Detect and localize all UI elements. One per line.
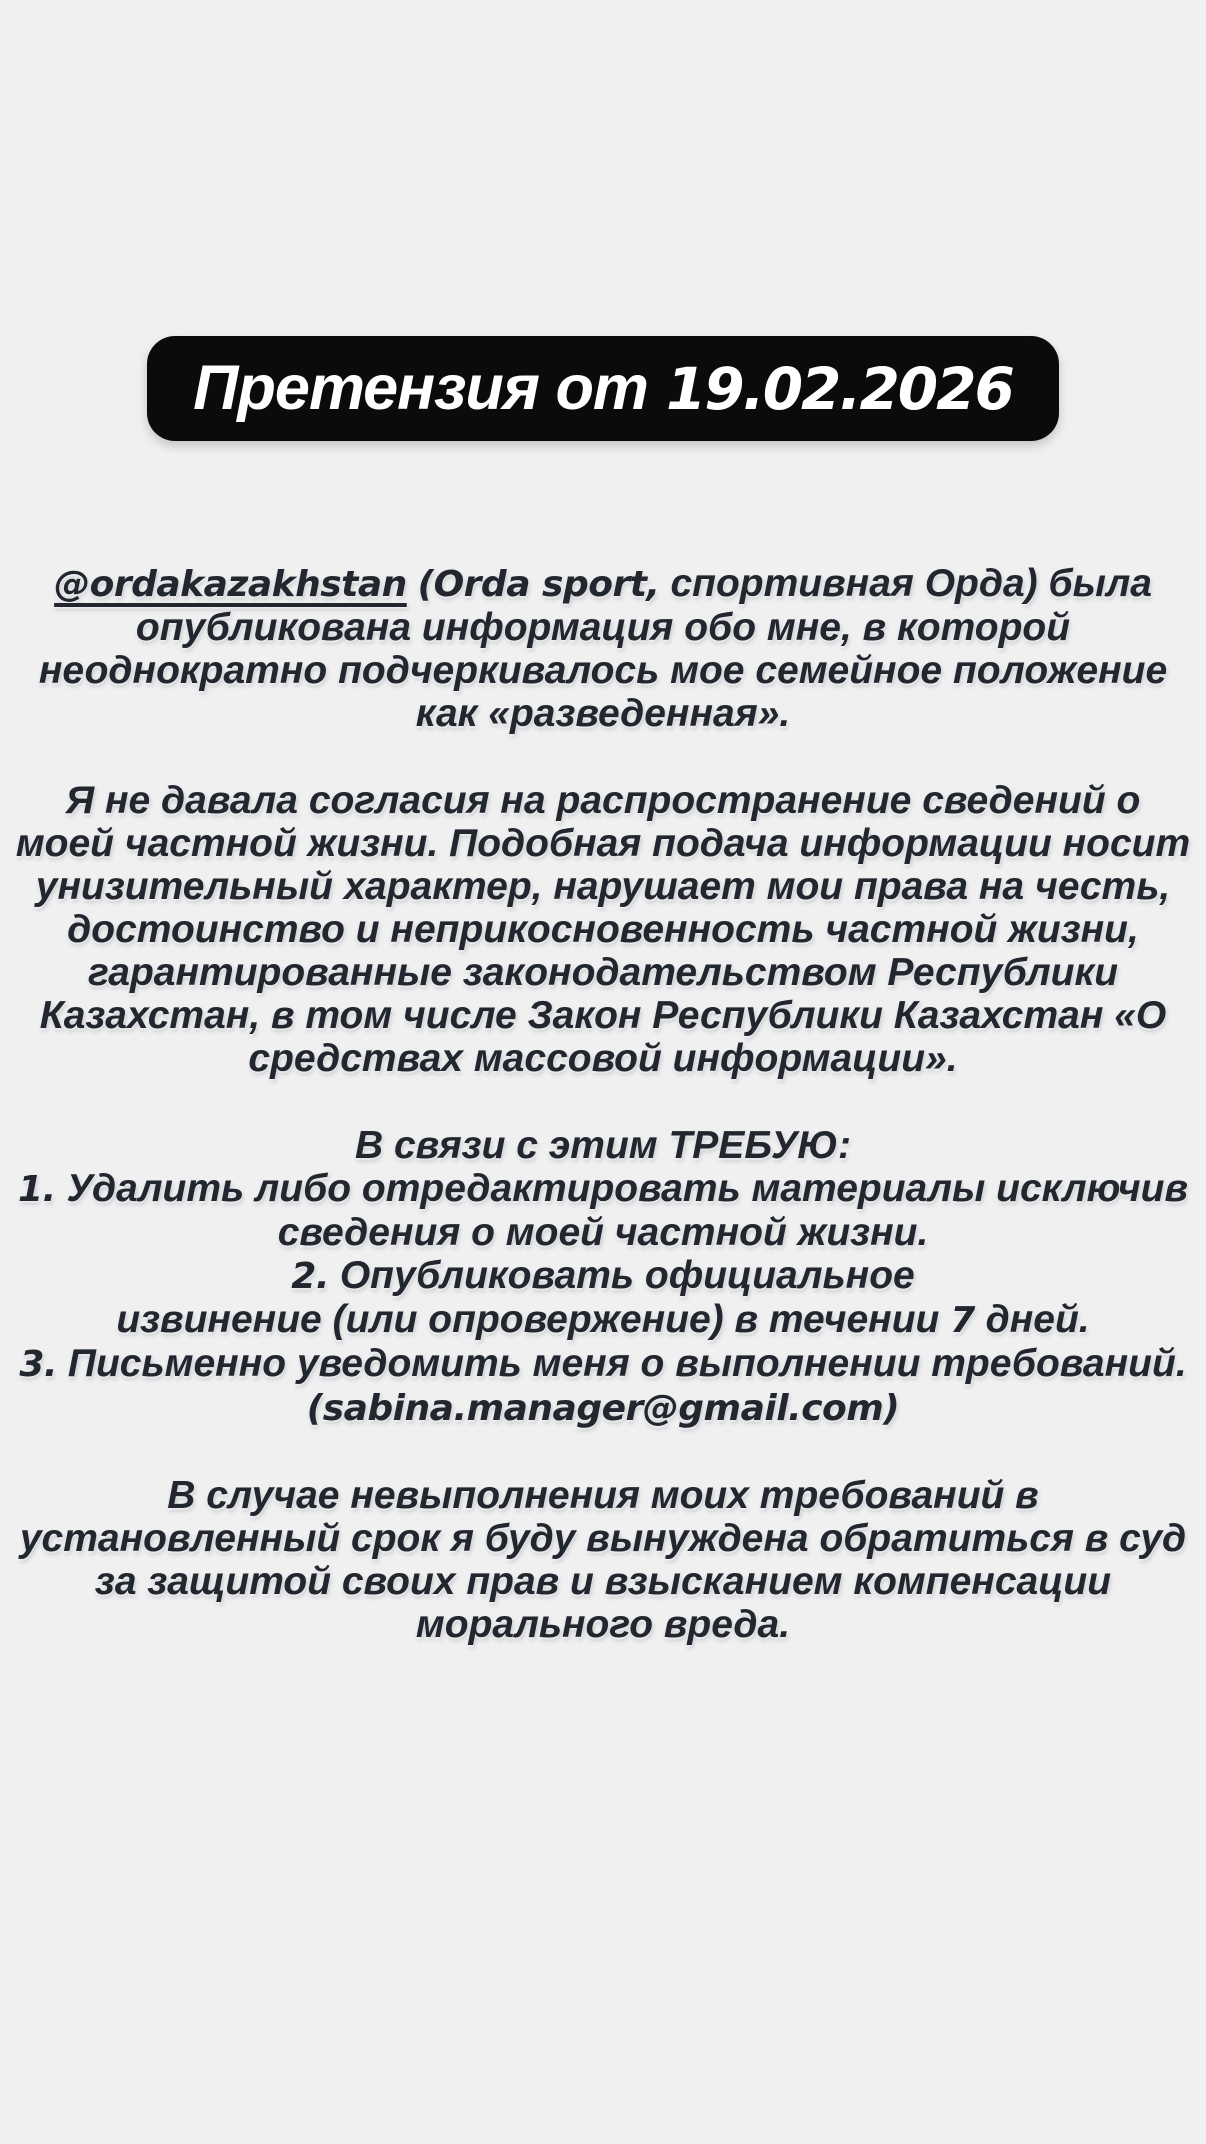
text-segment: 7 [950, 1300, 975, 1341]
text-line [0, 1342, 1206, 1386]
text-line [0, 1517, 1206, 1560]
text-segment: опубликована информация обо мне, в которой [135, 606, 1071, 649]
text-segment: Казахстан, в том числе Закон Республики Казахстан «О [39, 994, 1167, 1037]
text-line [0, 1211, 1206, 1254]
text-segment: унизительный характер, нарушает мои права на честь, [35, 865, 1171, 908]
text-segment: извинение (или опровержение) в течении [116, 1298, 951, 1341]
claim-paragraph [0, 779, 1206, 1080]
text-line [0, 1167, 1206, 1211]
text-line [0, 994, 1206, 1037]
text-segment: Я не давала согласия на распространение сведений о [65, 779, 1141, 822]
text-line [0, 1386, 1206, 1430]
text-segment: установленный срок я буду вынуждена обратиться в суд [19, 1517, 1187, 1560]
text-segment: 3. [19, 1344, 58, 1385]
text-line [0, 562, 1206, 606]
text-segment: (Orda sport, [417, 564, 660, 605]
text-segment: 1. [17, 1169, 56, 1210]
text-segment: неоднократно подчеркивалось мое семейное положение [38, 649, 1168, 692]
claim-paragraph [0, 1124, 1206, 1430]
text-segment: достоинство и неприкосновенность частной жизни, [67, 908, 1139, 951]
text-line [0, 1037, 1206, 1080]
text-line [0, 1254, 1206, 1298]
text-line [0, 1474, 1206, 1517]
text-line [0, 908, 1206, 951]
text-segment: моей частной жизни. Подобная подача информации носит [15, 822, 1191, 865]
claim-paragraph [0, 1474, 1206, 1646]
text-line [0, 822, 1206, 865]
text-segment: как «разведенная». [415, 692, 791, 735]
text-segment: морального вреда. [415, 1603, 791, 1646]
text-segment: В случае невыполнения моих требований в [167, 1474, 1039, 1517]
text-line [0, 1298, 1206, 1342]
text-segment: В связи с этим ТРЕБУЮ: [354, 1124, 851, 1167]
text-line [0, 1124, 1206, 1167]
text-segment: Опубликовать официальное [329, 1254, 915, 1297]
claim-title-badge [147, 336, 1059, 441]
text-line [0, 1603, 1206, 1646]
text-segment: Письменно уведомить меня о выполнении требований. [57, 1342, 1187, 1385]
text-segment: спортивная Орда) была [659, 562, 1152, 605]
mention-handle[interactable]: @ordakazakhstan [54, 564, 407, 605]
claim-paragraph [0, 562, 1206, 735]
text-segment: за защитой своих прав и взысканием компенсации [94, 1560, 1112, 1603]
text-segment: дней. [974, 1298, 1090, 1341]
text-segment: сведения о моей частной жизни. [277, 1211, 929, 1254]
text-line [0, 779, 1206, 822]
text-line [0, 1560, 1206, 1603]
text-line [0, 606, 1206, 649]
text-segment: Удалить либо отредактировать материалы исключив [55, 1167, 1189, 1210]
claim-date: 19.02.2026 [665, 354, 1013, 423]
claim-title-text: Претензия от [193, 353, 648, 423]
claim-body [0, 562, 1206, 1690]
text-line [0, 692, 1206, 735]
text-line [0, 865, 1206, 908]
text-segment [407, 562, 418, 605]
text-segment: 2. [291, 1256, 330, 1297]
text-segment: гарантированные законодательством Республики [87, 951, 1119, 994]
text-line [0, 951, 1206, 994]
email-address[interactable]: (sabina.manager@gmail.com) [306, 1388, 900, 1429]
text-line [0, 649, 1206, 692]
text-segment: средствах массовой информации». [248, 1037, 958, 1080]
